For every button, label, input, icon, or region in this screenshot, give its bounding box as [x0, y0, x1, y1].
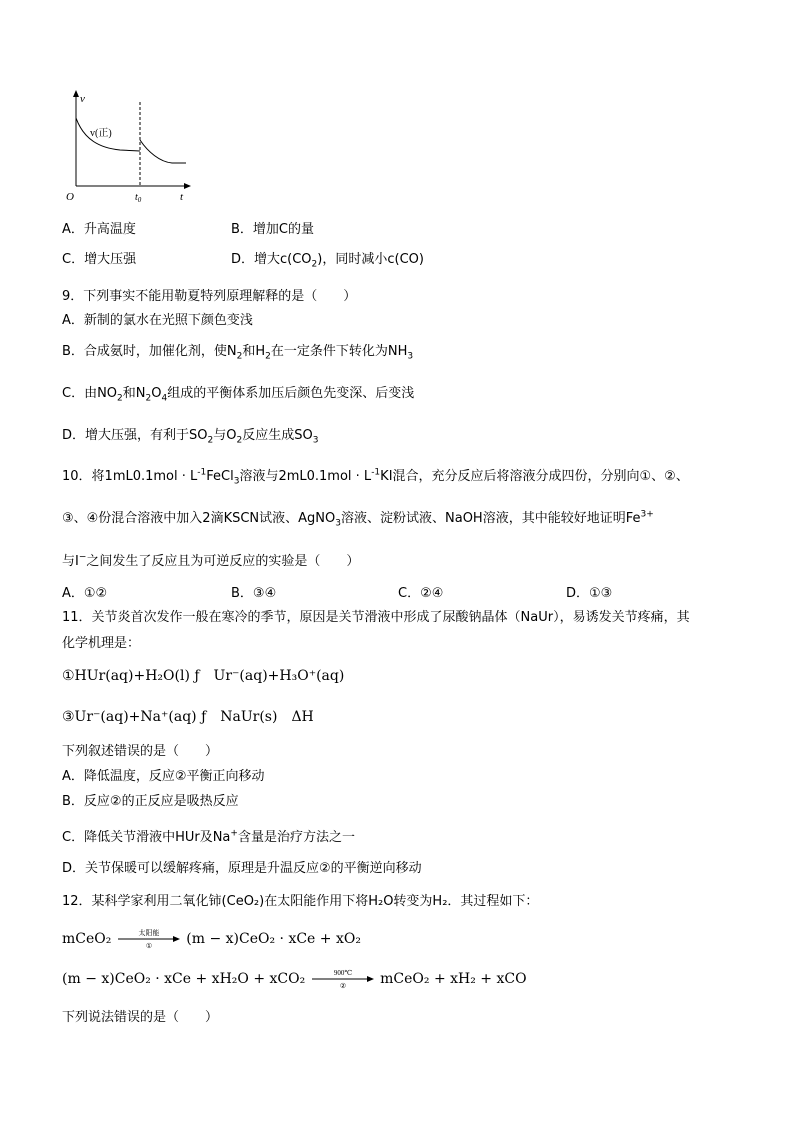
q11-equation-2: ③Ur⁻(aq)+Na⁺(aq) ƒ NaUr(s) ΔH	[62, 709, 314, 725]
q10-line-2: ③、④份混合溶液中加入2滴KSCN试液、AgNO$_3$溶液、淀粉试液、NaOH溶液，其中能较好地证明$Fe^{3+}$	[62, 509, 654, 529]
q9-option-c: C．由$NO_2$和$N_2O_4$组成的平衡体系加压后颜色先变深、后变浅	[62, 386, 415, 404]
eq2-condition-bottom: ②	[339, 982, 346, 990]
curve-label: v(正)	[90, 128, 112, 139]
q11-line-1: 11．关节炎首次发作一般在寒冷的季节，原因是关节滑液中形成了尿酸钠晶体（NaUr），易诱发关节疼痛，其	[62, 610, 690, 625]
eq1-arrow-head	[173, 936, 180, 942]
q10-line-1: 10．将$1mL0.1mol \cdot L^{-1}FeCl_3$溶液与$2mL0.1mol \cdot L^{-1}KI$混合，充分反应后将溶液分成四份，分别向①、②、	[62, 467, 689, 487]
eq2-condition-top: 900℃	[333, 969, 352, 977]
q8-option-b: B．增加C的量	[231, 222, 314, 237]
origin-label: O	[66, 191, 74, 203]
y-axis-arrow	[73, 90, 79, 97]
q9-option-a: A．新制的氯水在光照下颜色变浅	[62, 313, 253, 328]
eq2-arrow-head	[367, 976, 374, 982]
q12-stem: 下列说法错误的是（ ）	[62, 1010, 219, 1025]
q8-option-a: A．升高温度	[62, 222, 136, 237]
q11-option-a: A．降低温度，反应②平衡正向移动	[62, 769, 265, 784]
q11-stem: 下列叙述错误的是（ ）	[62, 744, 219, 759]
y-axis-label: v	[80, 93, 85, 105]
eq1-condition-bottom: ①	[145, 942, 152, 950]
q10-option-b: B．③④	[231, 586, 277, 601]
q11-equation-1: ①HUr(aq)+H₂O(l) ƒ Ur⁻(aq)+H₃O⁺(aq)	[62, 668, 345, 684]
q9-stem: 9．下列事实不能用勒夏特列原理解释的是（ ）	[62, 289, 357, 304]
q10-option-c: C．②④	[398, 586, 444, 601]
q11-option-c: C．降低关节滑液中HUr及Na+含量是治疗方法之一	[62, 828, 355, 845]
q12-equation-2	[62, 968, 527, 990]
eq1-condition-top: 太阳能	[138, 929, 160, 937]
eq1-arrow	[116, 928, 182, 950]
q10-option-d: D．①③	[566, 586, 613, 601]
x-axis-arrow	[184, 183, 191, 189]
q12-equation-1	[62, 928, 361, 950]
eq2-arrow	[310, 968, 376, 990]
eq2-products: mCeO₂ + xH₂ + xCO	[380, 971, 527, 987]
t0-label: $t_0$	[135, 192, 142, 204]
q8-option-c: C．增大压强	[62, 252, 137, 267]
q9-option-d: D．增大压强，有利于$SO_2$与$O_2$反应生成$SO_3$	[62, 428, 319, 446]
q11-line-2: 化学机理是：	[62, 636, 141, 651]
q11-option-d: D．关节保暖可以缓解疼痛，原理是升温反应②的平衡逆向移动	[62, 861, 422, 876]
eq2-reactants: (m − x)CeO₂ · xCe + xH₂O + xCO₂	[62, 971, 306, 987]
q11-option-b: B．反应②的正反应是吸热反应	[62, 794, 239, 809]
eq1-products: (m − x)CeO₂ · xCe + xO₂	[186, 931, 361, 947]
x-axis-label: t	[180, 191, 184, 203]
eq1-reactants: mCeO₂	[62, 931, 112, 947]
q10-option-a: A．①②	[62, 586, 108, 601]
rate-curve-after	[140, 140, 186, 163]
q10-line-3: 与I−之间发生了反应且为可逆反应的实验是（ ）	[62, 552, 360, 569]
rate-time-graph	[60, 88, 200, 206]
q9-option-b: B．合成氨时，加催化剂，使$N_2$和$H_2$在一定条件下转化为$NH_3$	[62, 344, 414, 362]
q8-option-d: D．增大$c(CO_2)$，同时减小c(CO)	[231, 252, 424, 270]
q12-line-1: 12．某科学家利用二氧化铈(CeO₂)在太阳能作用下将H₂O转变为H₂．其过程如下：	[62, 894, 539, 909]
